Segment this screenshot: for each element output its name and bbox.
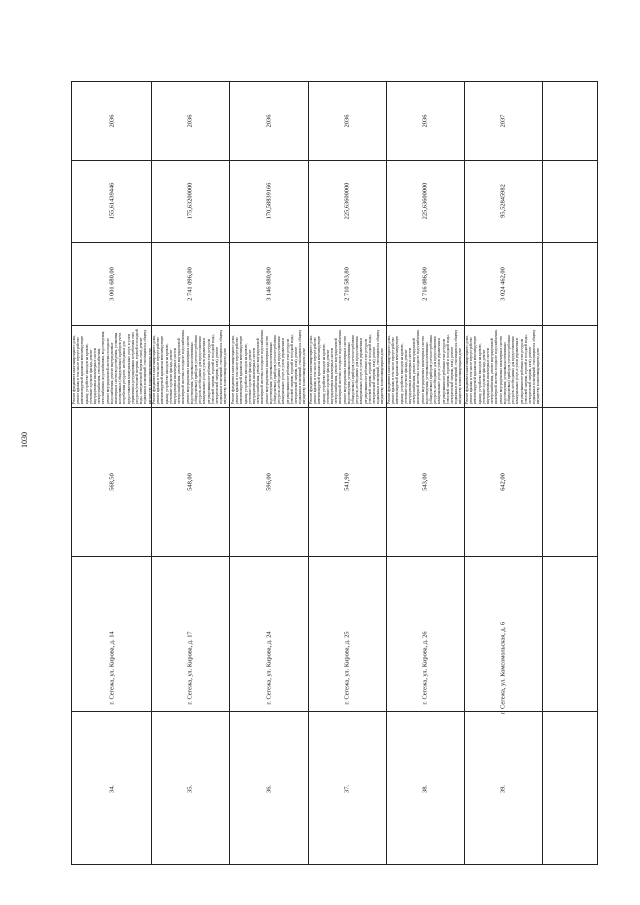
row-number-cell xyxy=(464,711,542,866)
unit-cost-text: 225,63600000 xyxy=(343,182,351,220)
area-text: 543,00 xyxy=(421,472,429,491)
cost-cell xyxy=(464,242,542,325)
works-cell xyxy=(151,325,229,407)
year-text: 2036 xyxy=(343,114,351,128)
unit-cost-cell xyxy=(151,160,229,242)
works-table xyxy=(71,81,598,865)
cost-text: 3 146 880,00 xyxy=(265,266,272,301)
area-text: 596,00 xyxy=(265,472,272,491)
row-number-text: 37. xyxy=(343,784,351,793)
address-cell xyxy=(72,556,151,711)
works-text: Ремонт фундамента многоквартирного дома, ремонт крыши, в том числе переустройство невентилируемой крыши на вентилируемую крышу, устройство выходов на кровлю, утепление и ремонт фасада, ремонт внутридомовых инженерных систем электроснабжения, ремонт внутридомовой инженерной системы холодного водоснабжения, ремонт внутридомовых инженерных систем водоотведения, установка коллективных (общедомовых) приборов учета потребления ресурсов, необходимых для предоставления коммунальных услуг, и узлов управления и регулирования потребления этих ресурсов (тепловой энергии, горячей и холодной воды, электрической энергии, газа), ремонт подвальных помещений, относящихся к общему имуществу в многоквартирном доме xyxy=(230,329,307,404)
area-cell xyxy=(72,407,151,556)
row-number-cell xyxy=(386,711,464,866)
address-text: г. Сегежа, ул. Кирова, д. 26 xyxy=(421,630,429,705)
table-row xyxy=(386,82,464,864)
year-cell xyxy=(72,82,151,160)
works-text: Ремонт фундамента многоквартирного дома, ремонт крыши, в том числе переустройство невентилируемой крыши на вентилируемую крышу, устройство выходов на кровлю, утепление и ремонт фасада, ремонт внутридомовых инженерных систем электроснабжения, теплоснабжения, газоснабжения, водоснабжения, водоотведения, ремонт внутридомовой системы холодного водоснабжения, ремонт внутридомовых инженерных систем водоотведения, установка коллективных (общедомовых) приборов учета потребления ресурсов, необходимых для предоставления коммунальных услуг, и узлов управления и регулирования потребления этих ресурсов (тепловой энергии, горячей и холодной воды, электрической энергии, газа), ремонт подвальных помещений, относящихся к общему имуществу в многоквартирном доме xyxy=(71,329,152,404)
table-row xyxy=(72,82,151,864)
row-number-cell xyxy=(151,711,229,866)
row-number-text: 34. xyxy=(108,784,115,793)
unit-cost-text: 225,63600000 xyxy=(421,182,429,220)
unit-cost-text: 175,63200000 xyxy=(186,182,194,220)
row-number-cell xyxy=(308,711,386,866)
cost-text: 2 710 583,80 xyxy=(343,266,351,301)
cost-cell xyxy=(229,242,308,325)
table-row xyxy=(464,82,542,864)
year-cell xyxy=(151,82,229,160)
address-cell xyxy=(464,556,542,714)
year-text: 2036 xyxy=(186,114,194,128)
works-cell xyxy=(229,325,308,407)
row-number-text: 39. xyxy=(499,784,507,793)
works-cell xyxy=(464,325,542,407)
cost-text: 3 024 462,00 xyxy=(499,266,507,301)
row-number-cell xyxy=(72,711,151,866)
column-separator xyxy=(542,82,543,864)
address-text: г. Сегежа, ул. Кирова, д. 24 xyxy=(265,630,272,705)
works-text: Ремонт фундамента многоквартирного дома, ремонт крыши, в том числе переустройство невентилируемой крыши на вентилируемую крышу, устройство выходов на кровлю, утепление и ремонт фасада, ремонт внутридомовых инженерных систем электроснабжения, ремонт внутридомовой инженерной системы холодного водоснабжения, ремонт внутридомовых инженерных систем водоотведения, установка коллективных (общедомовых) приборов учета потребления ресурсов, необходимых для предоставления коммунальных услуг, и узлов управления и регулирования потребления этих ресурсов (тепловой энергии, горячей и холодной воды, электрической энергии, газа), ремонт подвальных помещений, относящихся к общему имуществу в многоквартирном доме xyxy=(152,329,228,404)
address-text: г. Сегежа, ул. Кирова, д. 25 xyxy=(343,630,351,705)
address-cell xyxy=(229,556,308,711)
address-text: г. Сегежа, ул. Комсомольская, д. 6 xyxy=(499,621,507,714)
area-text: 541,90 xyxy=(343,472,351,491)
cost-text: 2 741 096,00 xyxy=(186,266,194,301)
row-number-text: 38. xyxy=(421,784,429,793)
area-text: 642,00 xyxy=(499,472,507,491)
area-text: 548,00 xyxy=(186,472,194,491)
unit-cost-text: 95,52845982 xyxy=(499,184,507,218)
area-cell xyxy=(151,407,229,556)
page-number: 1030 xyxy=(20,432,29,448)
unit-cost-text: 170,58839166 xyxy=(265,182,272,220)
address-cell xyxy=(151,556,229,711)
unit-cost-cell xyxy=(308,160,386,242)
row-number-text: 36. xyxy=(265,784,272,793)
year-text: 2037 xyxy=(499,114,507,128)
works-text: Ремонт фундамента многоквартирного дома, ремонт крыши, в том числе переустройство невентилируемой крыши на вентилируемую крышу, устройство выходов на кровлю, утепление и ремонт фасада, ремонт внутридомовых инженерных систем электроснабжения, ремонт внутридомовой инженерной системы холодного водоснабжения, ремонт внутридомовых инженерных систем водоотведения, установка коллективных (общедомовых) приборов учета потребления ресурсов, необходимых для предоставления коммунальных услуг, и узлов управления и регулирования потребления этих ресурсов (тепловой энергии, горячей и холодной воды, электрической энергии, газа), ремонт подвальных помещений, относящихся к общему имуществу в многоквартирном доме xyxy=(309,329,385,404)
works-cell xyxy=(386,325,464,407)
year-text: 2036 xyxy=(265,114,272,128)
address-text: г. Сегежа, ул. Кирова, д. 14 xyxy=(108,630,115,705)
year-cell xyxy=(386,82,464,160)
table-row xyxy=(308,82,386,864)
address-text: г. Сегежа, ул. Кирова, д. 17 xyxy=(186,630,194,705)
row-number-text: 35. xyxy=(186,784,194,793)
year-cell xyxy=(464,82,542,160)
area-cell xyxy=(464,407,542,556)
cost-text: 3 001 680,00 xyxy=(108,266,115,301)
unit-cost-cell xyxy=(229,160,308,242)
cost-cell xyxy=(72,242,151,325)
works-text: Ремонт фундамента многоквартирного дома, ремонт крыши, в том числе переустройство невентилируемой крыши на вентилируемую крышу, устройство выходов на кровлю, утепление и ремонт фасада, ремонт внутридомовых инженерных систем электроснабжения, ремонт внутридомовой инженерной системы холодного водоснабжения, ремонт внутридомовых инженерных систем водоотведения, установка коллективных (общедомовых) приборов учета потребления ресурсов, необходимых для предоставления коммунальных услуг, и узлов управления и регулирования потребления этих ресурсов (тепловой энергии, горячей и холодной воды, электрической энергии, газа), ремонт подвальных помещений, относящихся к общему имуществу в многоквартирном доме xyxy=(465,329,541,404)
cost-cell xyxy=(151,242,229,325)
address-cell xyxy=(308,556,386,711)
address-cell xyxy=(386,556,464,711)
row-number-cell xyxy=(229,711,308,866)
area-cell xyxy=(229,407,308,556)
area-cell xyxy=(386,407,464,556)
area-text: 568,50 xyxy=(108,472,115,491)
year-cell xyxy=(229,82,308,160)
table-row xyxy=(151,82,229,864)
unit-cost-cell xyxy=(464,160,542,242)
works-cell xyxy=(308,325,386,407)
works-text: Ремонт фундамента многоквартирного дома, ремонт крыши, в том числе переустройство невентилируемой крыши на вентилируемую крышу, устройство выходов на кровлю, утепление и ремонт фасада, ремонт внутридомовых инженерных систем электроснабжения, ремонт внутридомовой инженерной системы холодного водоснабжения, ремонт внутридомовых инженерных систем водоотведения, установка коллективных (общедомовых) приборов учета потребления ресурсов, необходимых для предоставления коммунальных услуг, и узлов управления и регулирования потребления этих ресурсов (тепловой энергии, горячей и холодной воды, электрической энергии, газа), ремонт подвальных помещений, относящихся к общему имуществу в многоквартирном доме xyxy=(387,329,463,404)
unit-cost-cell xyxy=(72,160,151,242)
works-cell xyxy=(72,325,151,407)
year-text: 2036 xyxy=(108,114,115,128)
unit-cost-text: 155,61439446 xyxy=(108,182,115,220)
year-cell xyxy=(308,82,386,160)
table-row xyxy=(229,82,308,864)
area-cell xyxy=(308,407,386,556)
unit-cost-cell xyxy=(386,160,464,242)
cost-cell xyxy=(386,242,464,325)
cost-cell xyxy=(308,242,386,325)
cost-text: 2 716 086,00 xyxy=(421,266,429,301)
year-text: 2036 xyxy=(421,114,429,128)
